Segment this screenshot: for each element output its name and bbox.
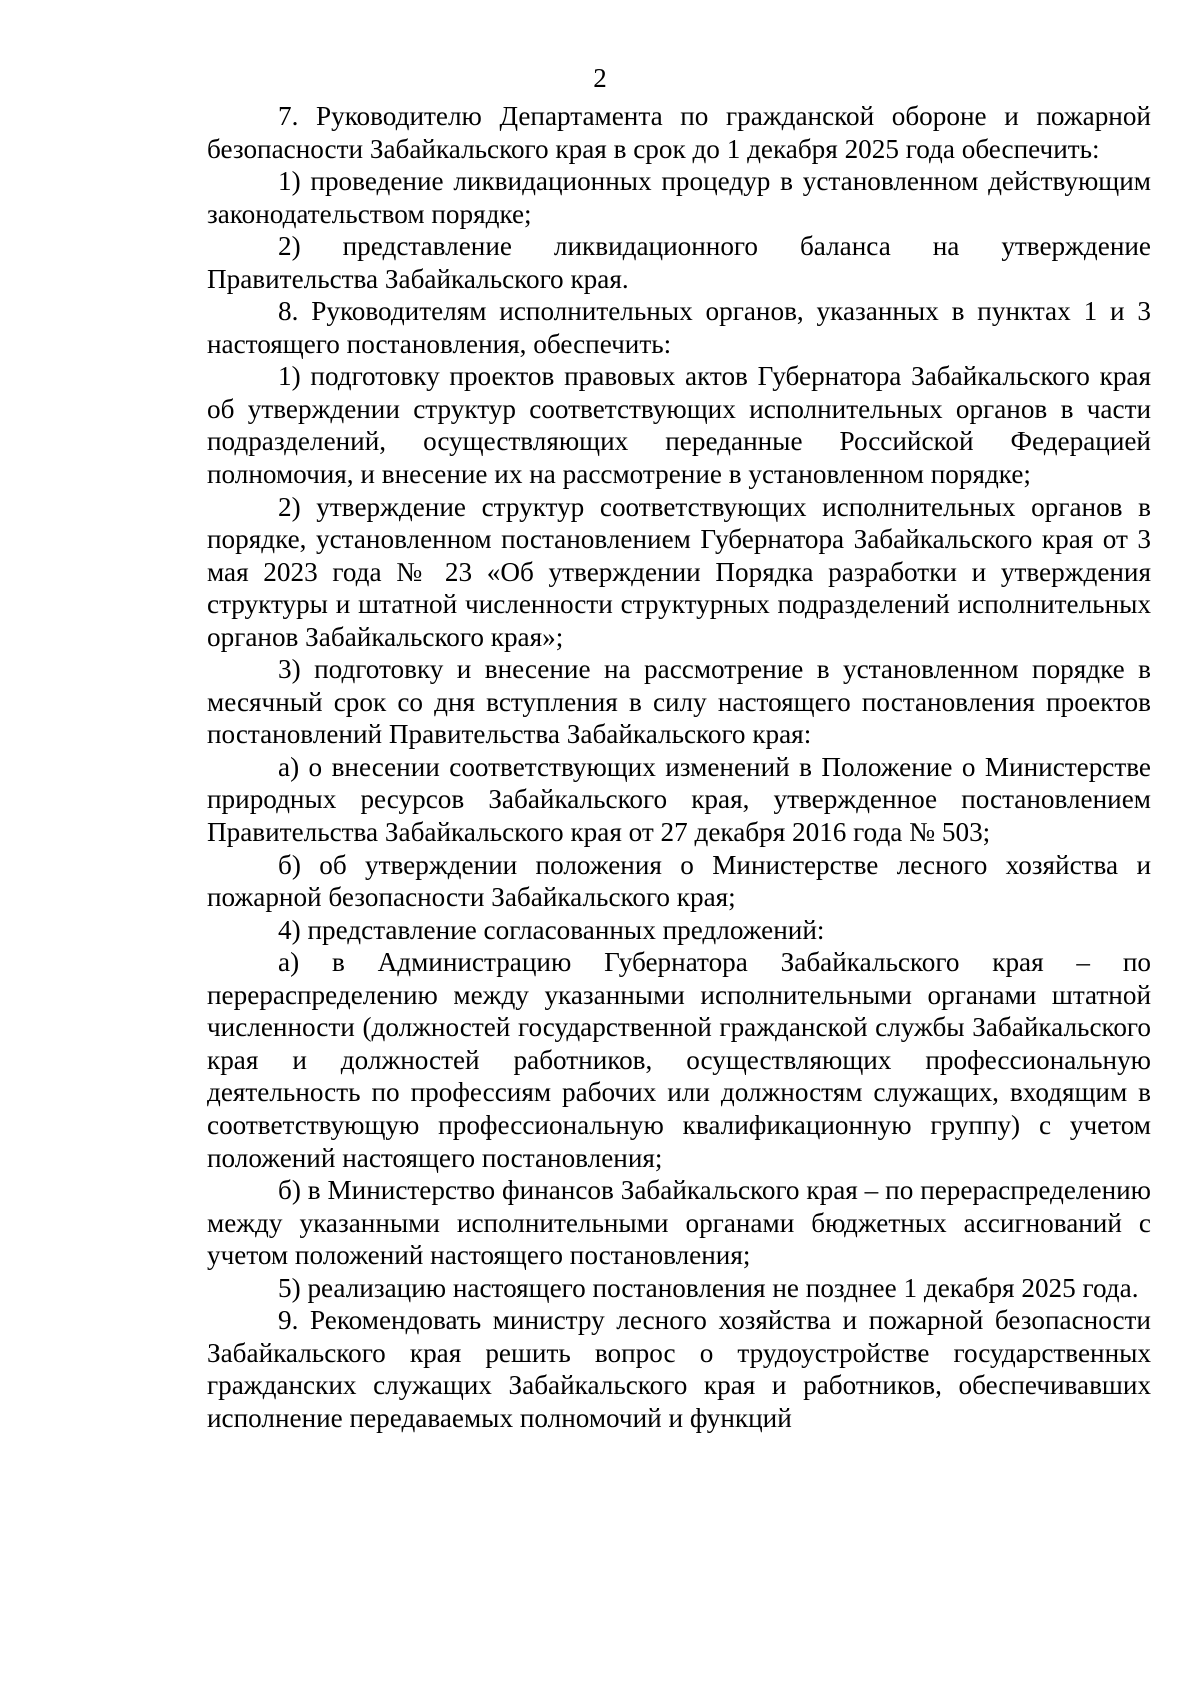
paragraph-8-item-3b: б) об утверждении положения о Министерстве лесного хозяйства и пожарной безопасности Забайкальского края; bbox=[207, 849, 1151, 913]
paragraph-8-item-3: 3) подготовку и внесение на рассмотрение в установленном порядке в месячный срок со дня вступления в силу настоящего постановления проектов постановлений Правительства Забайкальского края: bbox=[207, 654, 1151, 750]
paragraph-8-item-4a: а) в Администрацию Губернатора Забайкальского края – по перераспределению между указанными исполнительными органами штатной численности (должностей государственной гражданской службы Забайкальского края и должностей работников, осуществляющих профессиональную деятельность по профессиям рабочих или должностям служащих, входящим в соответствующую профессиональную квалификационную группу) с учетом положений настоящего постановления; bbox=[207, 947, 1151, 1173]
paragraph-8-item-4b: б) в Министерство финансов Забайкальского края – по перераспределению между указанными исполнительными органами бюджетных ассигнований с учетом положений настоящего постановления; bbox=[207, 1175, 1151, 1271]
paragraph-8-item-3a: а) о внесении соответствующих изменений в Положение о Министерстве природных ресурсов Забайкальского края, утвержденное постановлением Правительства Забайкальского края от 27 декабря 2016 года № 503; bbox=[207, 751, 1151, 848]
paragraph-8-item-5: 5) реализацию настоящего постановления не позднее 1 декабря 2025 года. bbox=[278, 1272, 1139, 1303]
paragraph-7-item-2: 2) представление ликвидационного баланса на утверждение Правительства Забайкальского края. bbox=[207, 231, 1151, 294]
paragraph-8-item-4: 4) представление согласованных предложений: bbox=[278, 914, 825, 945]
paragraph-8: 8. Руководителям исполнительных органов, указанных в пунктах 1 и 3 настоящего постановления, обеспечить: bbox=[207, 296, 1151, 359]
paragraph-8-item-2: 2) утверждение структур соответствующих исполнительных органов в порядке, установленном постановлением Губернатора Забайкальского края от 3 мая 2023 года № 23 «Об утверждении Порядка разработки и утверждения структуры и штатной численности структурных подразделений исполнительных органов Забайкальского края»; bbox=[207, 491, 1151, 652]
page-number: 2 bbox=[593, 63, 607, 93]
paragraph-9: 9. Рекомендовать министру лесного хозяйства и пожарной безопасности Забайкальского края решить вопрос о трудоустройстве государственных гражданских служащих Забайкальского края и работников, обеспечивавших исполнение передаваемых полномочий и функций bbox=[207, 1305, 1151, 1433]
paragraph-8-item-1: 1) подготовку проектов правовых актов Губернатора Забайкальского края об утверждении структур соответствующих исполнительных органов в части подразделений, осуществляющих переданные Российской Федерацией полномочия, и внесение их на рассмотрение в установленном порядке; bbox=[207, 361, 1151, 490]
paragraph-7: 7. Руководителю Департамента по гражданской обороне и пожарной безопасности Забайкальского края в срок до 1 декабря 2025 года обеспечить: bbox=[207, 101, 1151, 164]
paragraph-7-item-1: 1) проведение ликвидационных процедур в установленном действующим законодательством порядке; bbox=[207, 166, 1151, 229]
document-body bbox=[207, 100, 1151, 1434]
